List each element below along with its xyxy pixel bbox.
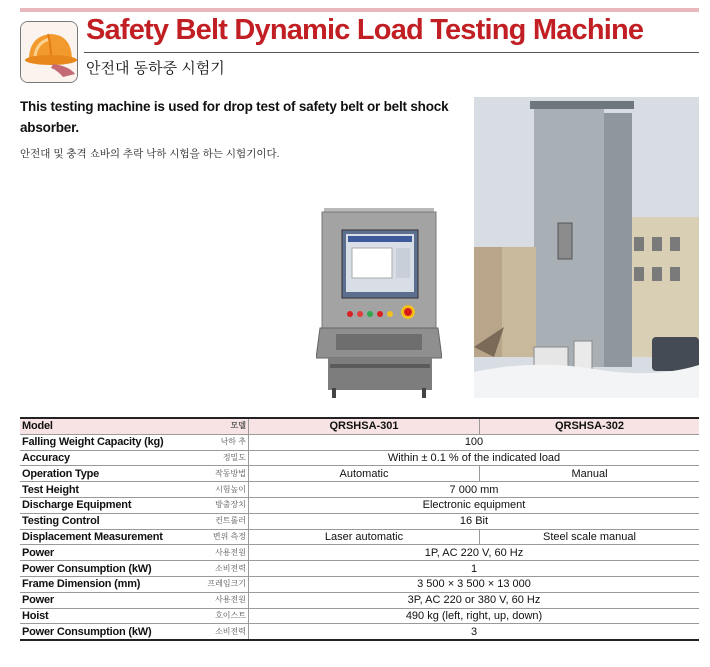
row-value: 3 [249,624,700,640]
table-row [20,466,699,482]
row-value: 3 500 × 3 500 × 13 000 [249,576,700,592]
row-value: 100 [249,434,700,450]
page-subtitle-korean: 안전대 동하중 시험기 [86,60,225,77]
row-value: 7 000 mm [249,482,700,498]
table-row [20,482,699,498]
row-label-korean: 방출장치 [202,497,249,513]
row-label: Frame Dimension (mm) [20,576,202,592]
row-value-model-2: Manual [480,466,700,482]
control-console-photo [316,208,442,398]
row-label: Model [20,418,202,434]
row-label-korean: 컨트롤러 [202,513,249,529]
test-tower-photo [474,97,699,398]
row-label-korean: 프레임크기 [202,576,249,592]
specification-table [20,417,699,641]
table-row [20,434,699,450]
table-row [20,450,699,466]
description-korean: 안전대 및 충격 쇼바의 추락 낙하 시험을 하는 시험기이다. [20,148,280,160]
row-label: Hoist [20,608,202,624]
description-english: This testing machine is used for drop test of safety belt or belt shock absorber. [20,99,449,135]
row-value: 1P, AC 220 V, 60 Hz [249,545,700,561]
row-value: Within ± 0.1 % of the indicated load [249,450,700,466]
row-value: 490 kg (left, right, up, down) [249,608,700,624]
row-value: 1 [249,561,700,577]
model-column-2: QRSHSA-302 [480,418,700,434]
model-column-1: QRSHSA-301 [249,418,480,434]
row-label: Power Consumption (kW) [20,561,202,577]
row-label-korean: 소비전력 [202,561,249,577]
row-label-korean: 사용전원 [202,592,249,608]
row-label: Falling Weight Capacity (kg) [20,434,202,450]
table-row [20,592,699,608]
row-label-korean: 시험높이 [202,482,249,498]
hard-hat-icon [20,21,78,83]
top-accent-bar [20,8,699,12]
table-row [20,497,699,513]
row-value-model-1: Automatic [249,466,480,482]
table-row [20,513,699,529]
table-row [20,545,699,561]
row-label: Power [20,592,202,608]
row-label: Discharge Equipment [20,497,202,513]
row-label-korean: 사용전원 [202,545,249,561]
table-row [20,576,699,592]
row-value: 3P, AC 220 or 380 V, 60 Hz [249,592,700,608]
row-value-model-1: Laser automatic [249,529,480,545]
row-value: Electronic equipment [249,497,700,513]
row-label-korean: 작동방법 [202,466,249,482]
table-row [20,561,699,577]
row-label-korean: 낙하 추 [202,434,249,450]
row-label: Test Height [20,482,202,498]
table-row [20,624,699,640]
table-row [20,529,699,545]
row-label-korean: 변위 측정 [202,529,249,545]
row-label: Operation Type [20,466,202,482]
page-title: Safety Belt Dynamic Load Testing Machine [86,14,644,46]
table-row [20,608,699,624]
row-value: 16 Bit [249,513,700,529]
row-label-korean: 모델 [202,418,249,434]
title-divider [84,52,699,53]
row-label: Accuracy [20,450,202,466]
row-label: Power Consumption (kW) [20,624,202,640]
row-label: Displacement Measurement [20,529,202,545]
row-label-korean: 정밀도 [202,450,249,466]
row-label: Testing Control [20,513,202,529]
row-label: Power [20,545,202,561]
row-value-model-2: Steel scale manual [480,529,700,545]
row-label-korean: 소비전력 [202,624,249,640]
row-label-korean: 호이스트 [202,608,249,624]
table-header-row [20,418,699,434]
